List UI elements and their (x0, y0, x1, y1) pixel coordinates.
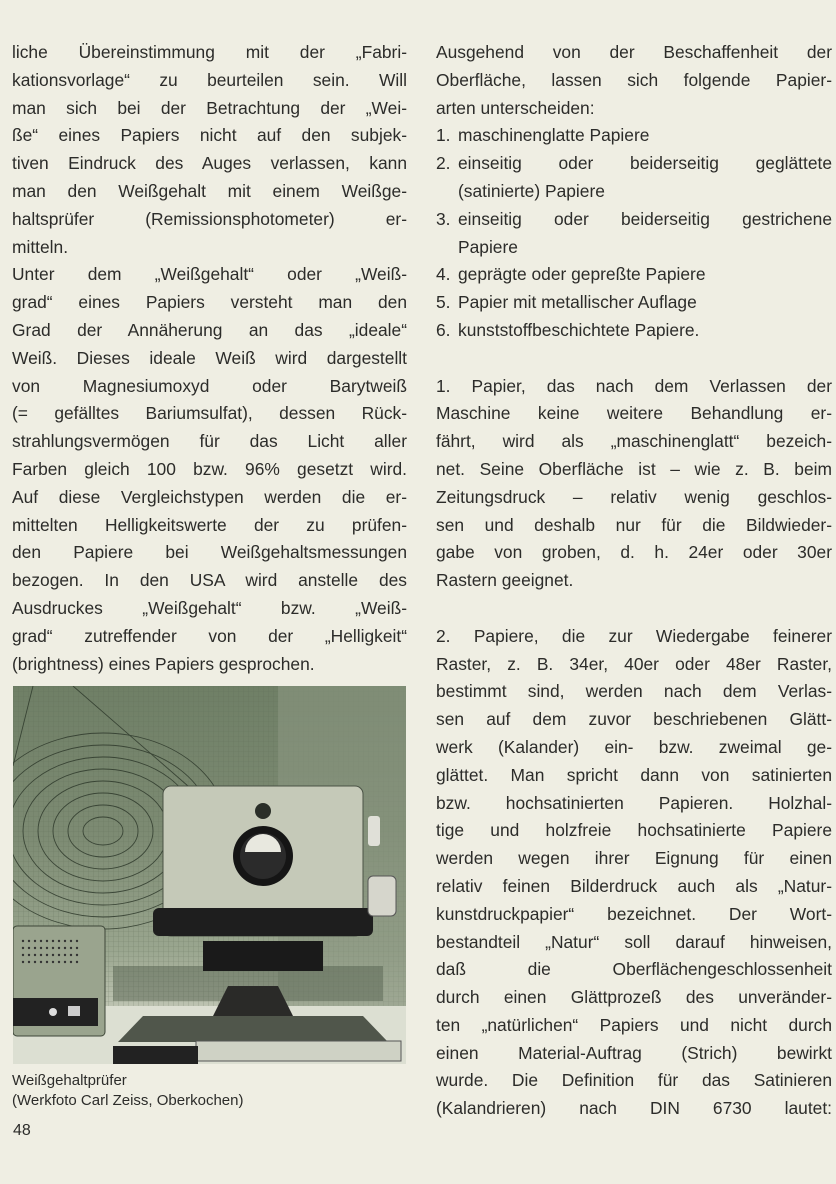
text-line: bestandteil „Natur“ soll darauf hinweisen, (436, 931, 832, 952)
list-item (436, 122, 832, 150)
text-line: man den Weißgehalt mit einem Weißge- (12, 180, 407, 201)
whiteness-tester-photo (13, 686, 406, 1064)
list-number: 1. (436, 125, 451, 146)
list-item (436, 317, 832, 345)
caption-title: Weißgehaltprüfer (12, 1072, 127, 1089)
text-line: einen Material-Auftrag (Strich) bewirkt (436, 1042, 832, 1063)
list-text: Papier mit metallischer Auflage (458, 292, 697, 313)
paragraph-whiteness-definition (12, 261, 407, 678)
text-line: haltsprüfer (Remissionsphotometer) er- (12, 208, 407, 229)
text-line: bezogen. In den USA wird anstelle des (12, 570, 407, 591)
spacer (436, 345, 832, 373)
text-line: strahlungsvermögen für das Licht aller (12, 431, 407, 452)
paper-types-list (436, 122, 832, 344)
list-number: 3. (436, 208, 451, 229)
text-line: kationsvorlage“ zu beurteilen sein. Will (12, 69, 407, 90)
text-line: Ausgehend von der Beschaffenheit der (436, 42, 832, 62)
list-text: kunststoffbeschichtete Papiere. (458, 319, 700, 340)
right-column (436, 39, 832, 1123)
text-line: tiven Eindruck des Auges verlassen, kann (12, 153, 407, 174)
text-line: den Papiere bei Weißgehaltsmessungen (12, 542, 407, 563)
list-number: 6. (436, 319, 451, 340)
text-line: Farben gleich 100 bzw. 96% gesetzt wird. (12, 458, 407, 479)
list-item (436, 289, 832, 317)
list-text-continued: (satinierte) Papiere (458, 180, 605, 201)
photo-illustration (13, 686, 406, 1064)
text-line: net. Seine Oberfläche ist – wie z. B. beim (436, 458, 832, 479)
text-line: (Kalandrieren) nach DIN 6730 lautet: (436, 1098, 832, 1119)
text-line: relativ feinen Bilderdruck auch als „Natur- (436, 875, 832, 896)
paragraph-calendered (436, 623, 832, 1123)
text-line: liche Übereinstimmung mit der „Fabri- (12, 42, 407, 62)
text-line: daß die Oberflächengeschlossenheit (436, 959, 832, 980)
spacer (436, 595, 832, 623)
text-line: grad“ eines Papiers versteht man den (12, 292, 407, 313)
text-line: glättet. Man spricht dann von satinierten (436, 764, 832, 785)
text-line: gabe von groben, d. h. 24er oder 30er (436, 542, 832, 563)
text-line: kunstdruckpapier“ bezeichnet. Der Wort- (436, 903, 832, 924)
text-line: Raster, z. B. 34er, 40er oder 48er Raster, (436, 653, 832, 674)
list-text: maschinenglatte Papiere (458, 125, 650, 146)
paragraph-whiteness-intro (12, 39, 407, 261)
text-line: tige und holzfreie hochsatinierte Papiere (436, 820, 832, 841)
list-text: einseitig oder beiderseitig gestrichene (458, 208, 832, 229)
text-line: Weiß. Dieses ideale Weiß wird dargestellt (12, 347, 407, 368)
text-line: Maschine keine weitere Behandlung er- (436, 403, 832, 424)
text-line: wurde. Die Definition für das Satinieren (436, 1070, 832, 1091)
text-line: Ausdruckes „Weißgehalt“ bzw. „Weiß- (12, 597, 407, 618)
paragraph-surface-types-intro (436, 39, 832, 122)
text-line: bestimmt sind, werden nach dem Verlas- (436, 681, 832, 702)
text-line: fährt, wird als „maschinenglatt“ bezeich- (436, 431, 832, 452)
caption-credit: (Werkfoto Carl Zeiss, Oberkochen) (12, 1092, 244, 1109)
list-number: 4. (436, 264, 451, 285)
text-line: arten unterscheiden: (436, 97, 595, 118)
text-line: grad“ zutreffender von der „Helligkeit“ (12, 625, 407, 646)
text-line: durch einen Glättprozeß des unveränder- (436, 987, 832, 1008)
list-item (436, 150, 832, 178)
text-line: Auf diese Vergleichstypen werden die er- (12, 486, 407, 507)
text-line: werk (Kalander) ein- bzw. zweimal ge- (436, 736, 832, 757)
text-line: von Magnesiumoxyd oder Barytweiß (12, 375, 407, 396)
text-line: ße“ eines Papiers nicht auf den subjek- (12, 125, 407, 146)
text-line: werden wegen ihrer Eignung für einen (436, 848, 832, 869)
text-line: Oberfläche, lassen sich folgende Papier- (436, 69, 832, 90)
text-line: Grad der Annäherung an das „ideale“ (12, 319, 407, 340)
text-line: (= gefälltes Bariumsulfat), dessen Rück- (12, 403, 407, 424)
text-line: Zeitungsdruck – relativ wenig geschlos- (436, 486, 832, 507)
text-line: bzw. hochsatinierten Papieren. Holzhal- (436, 792, 832, 813)
paragraph-machine-finished (436, 373, 832, 595)
list-text: einseitig oder beiderseitig geglättete (458, 153, 832, 174)
text-line: sen auf dem zuvor beschriebenen Glätt- (436, 709, 832, 730)
list-item (436, 206, 832, 234)
figure-caption (12, 1071, 243, 1111)
text-line: mitteln. (12, 236, 69, 257)
text-line: 2. Papiere, die zur Wiedergabe feinerer (436, 625, 832, 646)
list-item (436, 261, 832, 289)
list-text: geprägte oder gepreßte Papiere (458, 264, 706, 285)
text-line: ten „natürlichen“ Papiers und nicht durch (436, 1014, 832, 1035)
text-line: Unter dem „Weißgehalt“ oder „Weiß- (12, 264, 407, 285)
left-column (12, 39, 407, 678)
list-text-continued: Papiere (458, 236, 518, 257)
list-number: 5. (436, 292, 451, 313)
text-line: sen und deshalb nur für die Bildwieder- (436, 514, 832, 535)
text-line: mittelten Helligkeitswerte der zu prüfen- (12, 514, 407, 535)
text-line: man sich bei der Betrachtung der „Wei- (12, 97, 407, 118)
page-number: 48 (13, 1122, 31, 1139)
text-line: Rastern geeignet. (436, 570, 574, 591)
text-line: (brightness) eines Papiers gesprochen. (12, 653, 315, 674)
list-number: 2. (436, 153, 451, 174)
text-line: 1. Papier, das nach dem Verlassen der (436, 375, 832, 396)
